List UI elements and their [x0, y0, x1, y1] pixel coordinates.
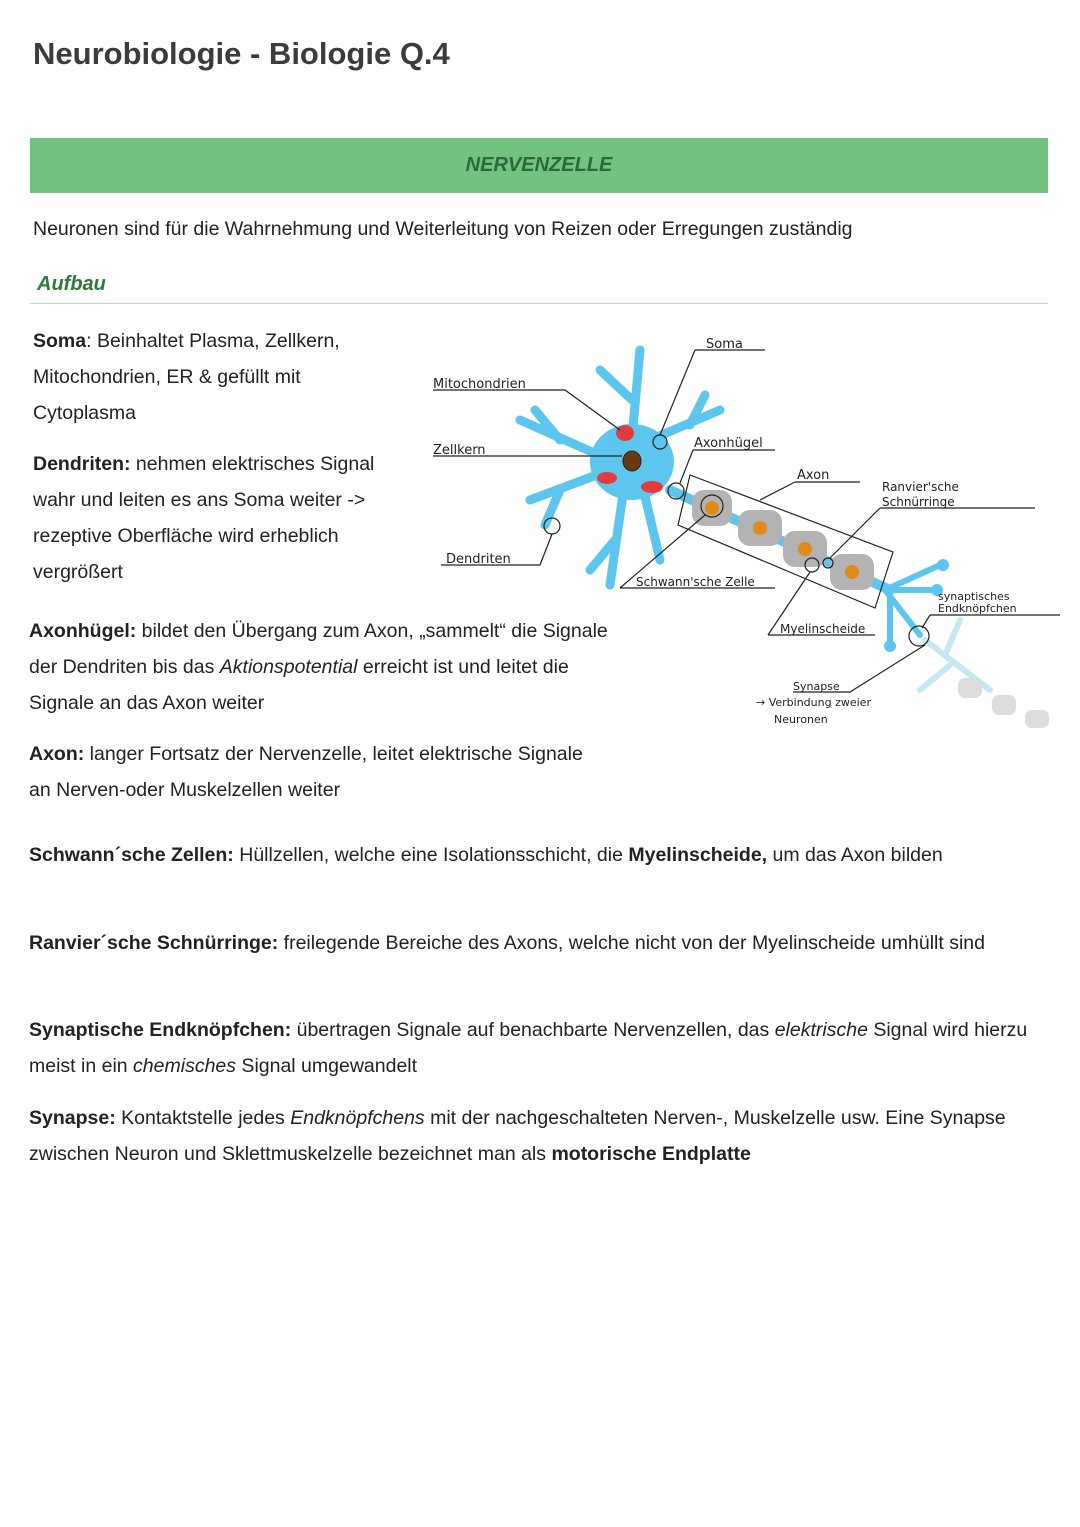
label-ranvier: Schnürringe: [882, 495, 955, 509]
subheading-aufbau: Aufbau: [37, 273, 106, 295]
mitochondrion: [616, 425, 634, 441]
label-endknoepfchen: Endknöpfchen: [938, 602, 1017, 615]
definition: Kontaktstelle jedes: [115, 1107, 291, 1129]
term: Axonhügel:: [29, 620, 137, 642]
paragraph-schwann: [29, 837, 1029, 873]
definition: Signal umgewandelt: [236, 1055, 418, 1077]
label-mitochondrien: Mitochondrien: [433, 377, 526, 392]
paragraph-endknoepfchen: [29, 1012, 1039, 1084]
label-synapse: Synapse: [793, 680, 840, 693]
mitochondrion: [641, 481, 663, 493]
label-zellkern: Zellkern: [433, 443, 486, 458]
section-header-bar: [30, 138, 1048, 193]
definition: erreicht ist und leitet die Signale an das Axon weiter: [29, 656, 569, 714]
emphasis: Aktionspotential: [219, 656, 358, 678]
paragraph-dendriten: [33, 446, 393, 590]
definition: nehmen elektrisches Signal wahr und leiten es ans Soma weiter -> rezeptive Oberfläche wird erheblich vergrößert: [33, 453, 375, 583]
emphasis: chemisches: [133, 1055, 237, 1077]
label-axonhuegel: Axonhügel: [694, 436, 763, 451]
emphasis: Myelinscheide,: [628, 844, 768, 866]
term: Dendriten:: [33, 453, 131, 475]
definition: übertragen Signale auf benachbarte Nervenzellen, das: [291, 1019, 775, 1041]
emphasis: motorische Endplatte: [551, 1143, 751, 1165]
mitochondrion: [597, 472, 617, 484]
definition: Signal wird hierzu meist in ein: [29, 1019, 1028, 1077]
definition: mit der nachgeschalteten Nerven-, Muskelzelle usw. Eine Synapse zwischen Neuron und Sklettmuskelzelle bezeichnet man als: [29, 1107, 1006, 1165]
label-synapse-desc: Neuronen: [774, 713, 828, 726]
paragraph-soma: [33, 323, 393, 431]
term: Ranvier´sche Schnürringe:: [29, 932, 279, 954]
paragraph-axon: [29, 736, 589, 808]
label-dendriten: Dendriten: [446, 552, 511, 567]
paragraph-ranvier: [29, 925, 1029, 961]
section-header: NERVENZELLE: [465, 154, 613, 176]
definition: um das Axon bilden: [767, 844, 943, 866]
definition: freilegende Bereiche des Axons, welche nicht von der Myelinscheide umhüllt sind: [278, 932, 985, 954]
definition: Hüllzellen, welche eine Isolationsschicht, die: [233, 844, 629, 866]
term: Synaptische Endknöpfchen:: [29, 1019, 292, 1041]
label-myelin: Myelinscheide: [780, 622, 866, 636]
label-soma: Soma: [706, 337, 743, 352]
term: Schwann´sche Zellen:: [29, 844, 234, 866]
emphasis: elektrische: [774, 1019, 868, 1041]
label-ranvier: Ranvier'sche: [882, 480, 959, 494]
label-synapse-desc: → Verbindung zweier: [756, 696, 871, 709]
page-title: Neurobiologie - Biologie Q.4: [33, 36, 450, 71]
neuron-diagram: [420, 330, 1070, 730]
definition: bildet den Übergang zum Axon, „sammelt“ die Signale der Dendriten bis das: [29, 620, 608, 678]
diagram-labels: [433, 337, 1017, 726]
paragraph-synapse: [29, 1100, 1029, 1172]
term: Synapse:: [29, 1107, 116, 1129]
term: Soma: [33, 330, 87, 352]
nucleus: [623, 451, 641, 471]
intro-text: Neuronen sind für die Wahrnehmung und Weiterleitung von Reizen oder Erregungen zuständig: [33, 218, 853, 240]
emphasis: Endknöpfchens: [290, 1107, 425, 1129]
divider: [30, 303, 1048, 304]
label-schwann: Schwann'sche Zelle: [636, 575, 755, 589]
label-axon: Axon: [797, 468, 830, 483]
definition: : Beinhaltet Plasma, Zellkern, Mitochondrien, ER & gefüllt mit Cytoplasma: [33, 330, 340, 424]
term: Axon:: [29, 743, 85, 765]
label-endknoepfchen: synaptisches: [938, 590, 1010, 603]
definition: langer Fortsatz der Nervenzelle, leitet elektrische Signale an Nerven-oder Muskelzellen weiter: [29, 743, 583, 801]
